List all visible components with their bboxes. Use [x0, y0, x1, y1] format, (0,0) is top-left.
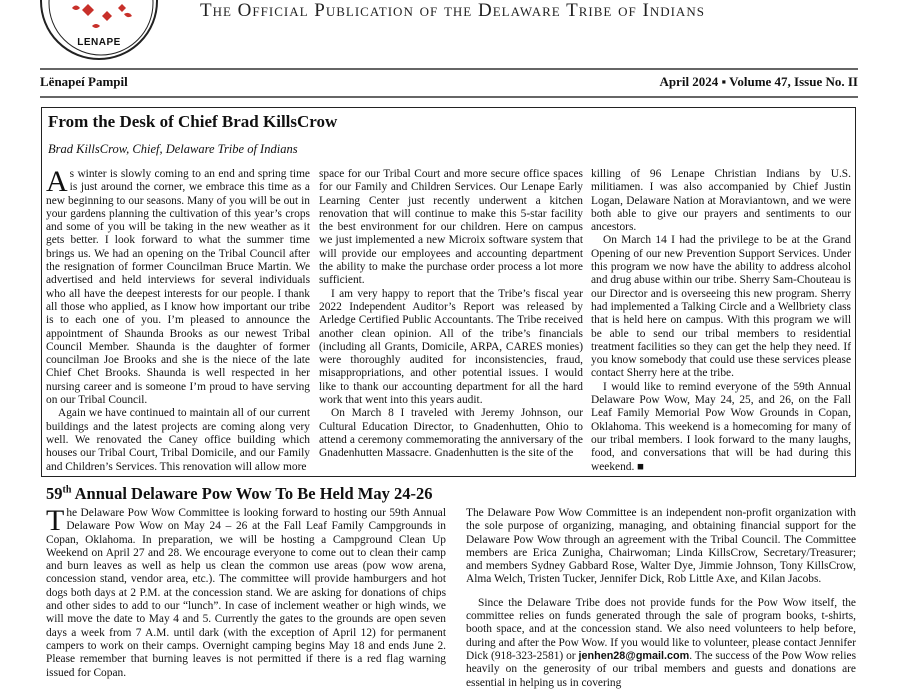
chief-article-byline: Brad KillsCrow, Chief, Delaware Tribe of Indians	[48, 142, 298, 156]
paragraph: Again we have continued to maintain all of our current buildings and the latest projects are coming along very well. We renovated the Caney office building which houses our Tribal Court, Tribal Domicile, and our Family and Children’s Services. This renovation will allow more	[46, 407, 310, 473]
paragraph: As winter is slowly coming to an end and spring time is just around the corner, we embrace this time as a new beginning to our seasons. Many of you will be out in your gardens planning the cultivation of this year’s crops and some of you will be taking in the new weather as it gets better. I look forward to what the summer time brings us. We had an opening on the Tribal Council after the resignation of former Councilman Bruce Martin. We advertised and held interviews for several individuals who all have the deepest interests for our people. I thank all those who applied, as I know how important our tribe is to each one of you. I’m pleased to announce the appointment of Shaunda Brooks as our newest Tribal Council Member. Shaunda is the daughter of former councilman Joe Brooks and she is the niece of the late Chief Chet Brooks. Shaunda is well respected in her nursing career and is someone I’m proud to have serving on our Tribal Council.	[46, 165, 310, 407]
paragraph: The Delaware Pow Wow Committee is looking forward to hosting our 59th Annual Delaware Pow Wow on May 24 – 26 at the Fall Leaf Family Campgrounds in Copan, Oklahoma. In preparation, we will be hosting a Campground Clean Up Weekend on April 27 and 28. We encourage everyone to come out to clean their camp and burn leaves as well as help us clean the common use areas (pow wow arena, concession stand, vendor area, etc.). The committee will provide hamburgers and hot dogs both days at 2 P.M. at the concession stand. We are asking for donations of chips and other sides to add to our “lunch”. In case of inclement weather or high winds, we will move the date to May 4 and 5. Currently the gates to the grounds are open seven days a week from 7 A.M. until dark (with the exception of April 12) for permanent campers to work on their camps. Overnight camping begins May 18 and ends June 2. Please remember that burning leaves is not permitted if there is a red flag warning issued for Copan.	[46, 504, 446, 679]
seal-graphic-icon	[42, 0, 160, 62]
chief-article-column-1	[46, 165, 310, 474]
paragraph: killing of 96 Lenape Christian Indians by U.S. militiamen. I was also accompanied by Chief Justin Logan, Delaware Nation at Moraviantown, and we were both able to give our prayers and sentiments to our ancestors.	[591, 168, 851, 234]
masthead	[0, 0, 900, 60]
drop-cap: A	[46, 165, 68, 198]
paragraph: Since the Delaware Tribe does not provide funds for the Pow Wow itself, the committee relies on funds generated through the sale of program books, t-shirts, booth space, and at the concession stand. We also need volunteers to help before, during and after the Pow Wow. If you would like to volunteer, please contact Jennifer Dick (918-323-2581) or jenhen28@gmail.com. The success of the Pow Wow relies heavily on the generosity of our tribal members and guests and donations are essential in helping us in covering	[466, 596, 856, 689]
volunteer-email-link[interactable]: jenhen28@gmail.com	[578, 649, 690, 662]
issue-bar	[40, 74, 858, 92]
issue-info: April 2024 ▪ Volume 47, Issue No. II	[659, 74, 858, 89]
chief-article-columns	[46, 165, 851, 474]
chief-article-column-3	[591, 168, 851, 474]
chief-article-box	[41, 107, 856, 477]
logo-lettering: LENAPE	[77, 37, 121, 48]
publication-title: The Official Publication of the Delaware Tribe of Indians	[200, 0, 705, 21]
powwow-article-title: 59th Annual Delaware Pow Wow To Be Held May 24-26	[46, 484, 433, 503]
powwow-article-column-2	[466, 507, 856, 689]
tribe-seal-logo	[40, 0, 158, 60]
chief-article-title: From the Desk of Chief Brad KillsCrow	[48, 112, 338, 131]
chief-article-column-2	[319, 168, 583, 474]
paragraph: space for our Tribal Court and more secure office spaces for our Family and Children Services. Our Lenape Early Learning Center just recently underwent a kitchen renovation that will continue to make this 5-star facility the best environment for our children. Here on campus we just implemented a new Microix software system that will provide our employees and accounting department the ability to make the purchase order process a lot more sufficient.	[319, 168, 583, 287]
powwow-article-column-1	[46, 504, 446, 679]
paragraph: I would like to remind everyone of the 59th Annual Delaware Pow Wow, May 24, 25, and 26, on the Fall Leaf Family Memorial Pow Wow Grounds in Copan, Oklahoma. This weekend is a homecoming for many of our tribal members. I look forward to the many laughs, food, and conversations that will be had during this weekend. ■	[591, 380, 851, 473]
paragraph: On March 14 I had the privilege to be at the Grand Opening of our new Prevention Support Services. Under this program we now have the ability to address alcohol and drug abuse within our tribe. Sherry Sam-Chouteau is our Director and is overseeing this new program. Sherry had implemented a Talking Circle and a Wellbriety class that is held here on campus. With this program we will be able to send our tribal members to residential treatment facilities so they can get the help they need. If you know somebody that could use these services please contact Sherry here at the tribe.	[591, 234, 851, 380]
header-rule-top	[40, 68, 858, 70]
paragraph: The Delaware Pow Wow Committee is an independent non-profit organization with the sole purpose of organizing, managing, and obtaining financial support for the Delaware Pow Wow through an agreement with the Tribal Council. The Committee members are Erica Zunigha, Chairwoman; Linda KillsCrow, Secretary/Treasurer; and members Sydney Gabbard Rose, Walter Dye, Jimmie Johnson, Tony KillsCrow, Alma Welch, Tristen Tucker, Jennifer Dick, Rob Little Axe, and Kilan Jacobs.	[466, 507, 856, 586]
paragraph: I am very happy to report that the Tribe’s fiscal year 2022 Independent Auditor’s Report was released by Arledge Certified Public Accountants. The Tribe received another clean opinion. All of the tribe’s financials (including all Grants, Domicile, ARPA, CARES monies) were thoroughly audited for inconsistencies, fraud, misappropriations, and other potential issues. I would like to thank our accounting department for all the hard work that went into this years audit.	[319, 287, 583, 407]
newsletter-name: Lënapeí Pampil	[40, 74, 128, 89]
header-rule-bottom	[40, 96, 858, 98]
drop-cap: T	[46, 504, 65, 537]
paragraph: On March 8 I traveled with Jeremy Johnson, our Cultural Education Director, to Gnadenhutten, Ohio to attend a ceremony commemorating the anniversary of the Gnadenhutten Massacre. Gnadenhutten is the site of the	[319, 407, 583, 460]
powwow-article-columns	[46, 504, 856, 689]
